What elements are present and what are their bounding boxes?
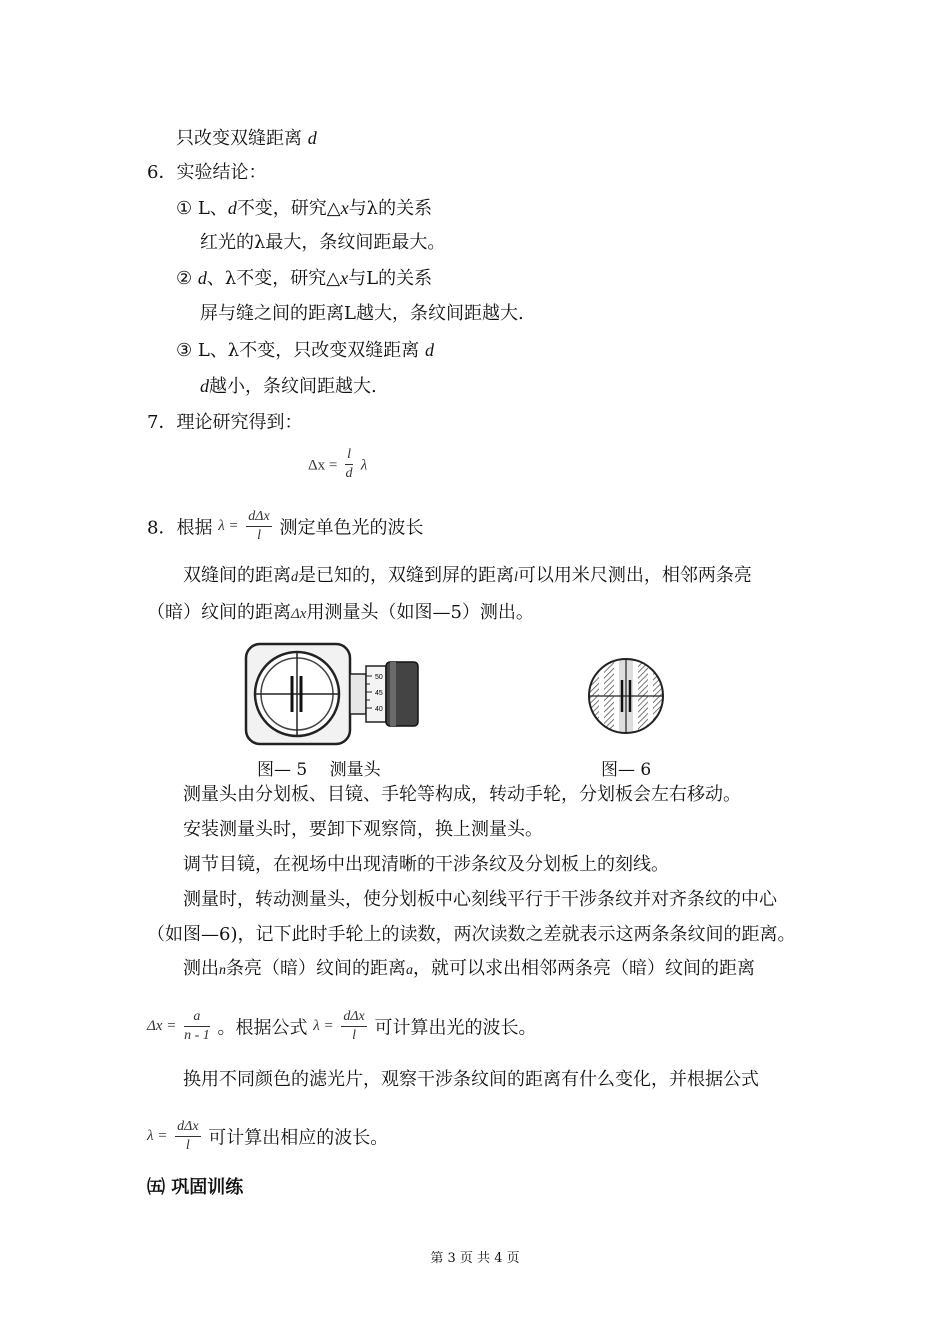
conclusion-3-result (200, 374, 377, 399)
equation-fringe-spacing (308, 446, 367, 483)
text: 用测量头（如图—5）测出。 (306, 602, 534, 623)
equation-line (147, 1118, 388, 1155)
section-6-title: 6．实验结论： (147, 162, 267, 183)
scale-label: 45 (375, 690, 383, 697)
fraction (246, 508, 271, 545)
conclusion-1 (176, 196, 432, 221)
denominator: l (352, 1028, 356, 1043)
var-dx: Δx (291, 606, 307, 622)
conclusion-1-result: 红光的λ最大，条纹间距最大。 (200, 232, 446, 253)
numerator: dΔx (341, 1008, 366, 1027)
text: 、λ不变，研究△ (206, 268, 341, 289)
text: 是已知的，双缝到屏的距离 (298, 565, 514, 586)
text: ② (176, 268, 198, 289)
text: 。根据公式 (217, 1017, 308, 1039)
text: 测定单色光的波长 (279, 517, 424, 539)
paragraph-line: 测量时，转动测量头，使分划板中心刻线平行于干涉条纹并对齐条纹的中心 (183, 889, 777, 910)
eq-rhs: λ (360, 457, 368, 474)
text: 双缝间的距离 (183, 565, 291, 586)
section-7-title: 7．理论研究得到： (147, 412, 303, 433)
paragraph-line: 调节目镜，在视场中出现清晰的干涉条纹及分划板上的刻线。 (183, 854, 669, 875)
paragraph-line: 安装测量头时，要卸下观察筒，换上测量头。 (183, 819, 543, 840)
text: 8．根据 (147, 517, 213, 539)
text: （暗）纹间的距离 (147, 602, 291, 623)
text: ③ L、λ不变，只改变双缝距离 (176, 340, 420, 361)
paragraph-line: 测量头由分划板、目镜、手轮等构成，转动手轮，分划板会左右移动。 (183, 784, 741, 805)
var-d: d (424, 340, 434, 360)
eq-lhs: Δx = (308, 457, 338, 474)
fraction (175, 1118, 200, 1155)
denominator: n - 1 (184, 1028, 210, 1043)
text: 越小，条纹间距越大. (209, 376, 377, 397)
paragraph-line (183, 957, 755, 983)
text: 与λ的关系 (348, 198, 433, 219)
fringe-view-figure (586, 656, 666, 736)
conclusion-3 (176, 338, 434, 363)
fraction (184, 1008, 210, 1045)
numerator: l (345, 446, 353, 465)
text: 测出 (183, 958, 219, 979)
numerator: a (184, 1008, 210, 1027)
equation-line (147, 1008, 537, 1045)
scale-label: 40 (375, 706, 383, 713)
text: 只改变双缝距离 (176, 128, 302, 149)
paragraph-line: 换用不同颜色的滤光片，观察干涉条纹间的距离有什么变化，并根据公式 (183, 1069, 759, 1090)
text: ① L、 (176, 198, 228, 219)
var-d: d (291, 570, 298, 585)
numerator: dΔx (246, 508, 271, 527)
figure-6-caption: 图— 6 (601, 760, 652, 780)
var-d: d (307, 128, 317, 148)
text: 可计算出相应的波长。 (208, 1127, 389, 1149)
conclusion-2-result: 屏与缝之间的距离L越大，条纹间距越大. (200, 303, 524, 324)
text: 不变，研究△ (236, 198, 341, 219)
conclusion-2 (176, 266, 432, 291)
paragraph-line (147, 601, 534, 626)
eq-lhs: λ = (218, 518, 239, 534)
var-d: d (197, 268, 207, 288)
measuring-head-figure (244, 642, 422, 746)
denominator: l (257, 528, 261, 543)
text: 与L的关系 (348, 268, 433, 289)
text-line (176, 126, 317, 151)
var-d: d (227, 198, 237, 218)
var-d: d (200, 376, 209, 396)
eq-lhs: λ = (313, 1018, 334, 1034)
eq-lhs: λ = (147, 1128, 168, 1144)
var-a: a (406, 963, 413, 978)
page-footer: 第 3 页 共 4 页 (430, 1251, 520, 1266)
text: 条亮（暗）纹间的距离 (226, 958, 406, 979)
text: ，就可以求出相邻两条亮（暗）纹间的距离 (413, 958, 755, 979)
denominator: l (185, 1138, 190, 1153)
eq-lhs: Δx = (147, 1018, 177, 1034)
paragraph-line: （如图—6)，记下此时手轮上的读数，两次读数之差就表示这两条条纹间的距离。 (147, 924, 796, 945)
var-x: x (340, 198, 349, 218)
var-n: n (219, 963, 226, 978)
section-heading: ㈤ 巩固训练 (147, 1177, 244, 1198)
var-x: x (340, 268, 349, 288)
numerator: dΔx (175, 1118, 200, 1137)
fraction (345, 446, 353, 483)
paragraph-line (183, 564, 752, 590)
denominator: d (345, 466, 353, 481)
var-l: l (514, 570, 518, 585)
fraction (341, 1008, 366, 1045)
figure-5-caption: 图— 5 测量头 (257, 760, 381, 780)
section-8-title (147, 508, 423, 545)
text: 可计算出光的波长。 (374, 1017, 537, 1039)
scale-label: 50 (375, 674, 383, 681)
text: 可以用米尺测出，相邻两条亮 (517, 565, 752, 586)
